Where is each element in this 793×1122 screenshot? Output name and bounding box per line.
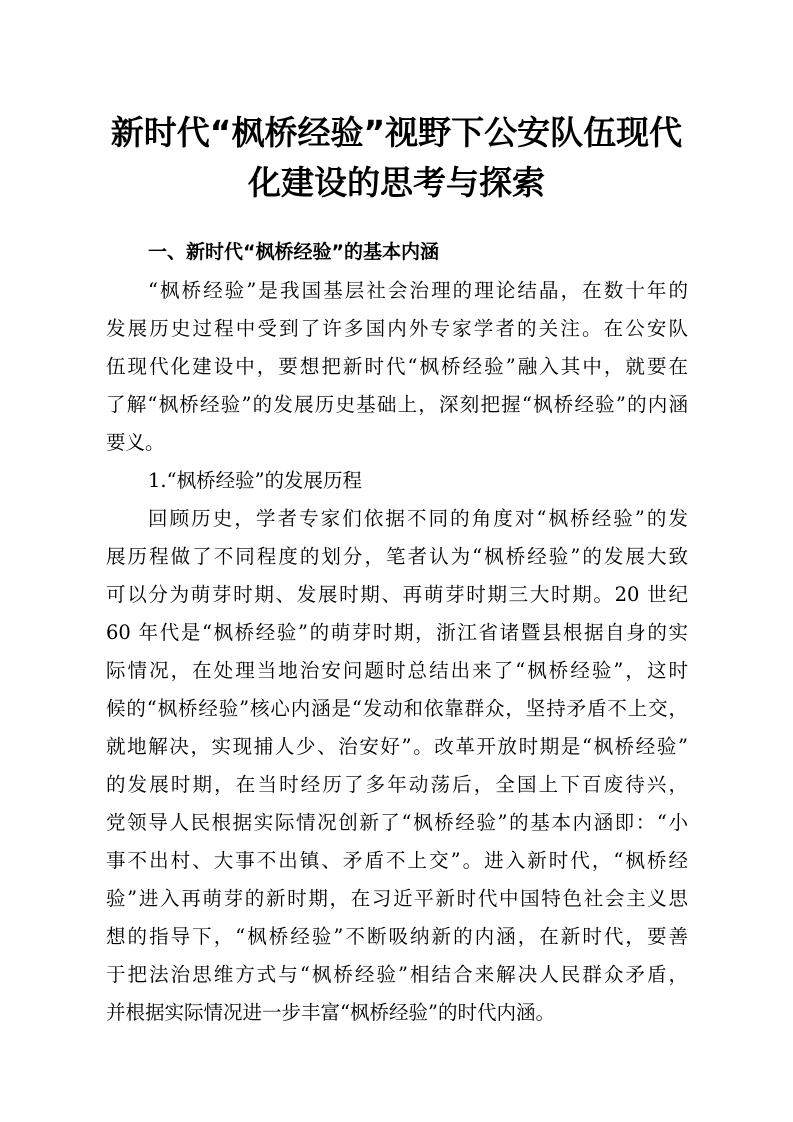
text-line: 60 年代是“枫桥经验”的萌芽时期，浙江省诸暨县根据自身的实 <box>106 621 688 644</box>
title-line: 化建设的思考与探索 <box>248 163 545 202</box>
document-title <box>100 108 693 208</box>
section-heading: 一、新时代“枫桥经验”的基本内涵 <box>148 241 439 263</box>
text-line: 际情况，在处理当地治安问题时总结出来了“枫桥经验”，这时 <box>106 659 688 682</box>
text-line: 并根据实际情况进一步丰富“枫桥经验”的时代内涵。 <box>106 1001 555 1024</box>
text-line: “枫桥经验”是我国基层社会治理的理论结晶，在数十年的 <box>148 279 688 302</box>
text-line: 就地解决，实现捕人少、治安好”。改革开放时期是“枫桥经验” <box>106 735 688 758</box>
text-line: 伍现代化建设中，要想把新时代“枫桥经验”融入其中，就要在 <box>106 355 688 378</box>
text-line: 回顾历史，学者专家们依据不同的角度对“枫桥经验”的发 <box>148 507 688 530</box>
paragraph-1 <box>106 272 688 462</box>
text-line: 要义。 <box>106 431 165 454</box>
paragraph-2 <box>106 500 688 1032</box>
text-line: 发展历史过程中受到了许多国内外专家学者的关注。在公安队 <box>106 317 688 340</box>
subheading: 1.“枫桥经验”的发展历程 <box>148 469 363 492</box>
text-line: 候的“枫桥经验”核心内涵是“发动和依靠群众，坚持矛盾不上交， <box>106 697 688 720</box>
text-line: 党领导人民根据实际情况创新了“枫桥经验”的基本内涵即：“小 <box>106 811 688 834</box>
title-line: 新时代“枫桥经验”视野下公安队伍现代 <box>110 113 683 152</box>
text-line: 想的指导下，“枫桥经验”不断吸纳新的内涵，在新时代，要善 <box>106 925 688 948</box>
text-line: 事不出村、大事不出镇、矛盾不上交”。进入新时代，“枫桥经 <box>106 849 688 872</box>
text-line: 了解“枫桥经验”的发展历史基础上，深刻把握“枫桥经验”的内涵 <box>106 393 688 416</box>
text-line: 的发展时期，在当时经历了多年动荡后，全国上下百废待兴， <box>106 773 688 796</box>
text-line: 展历程做了不同程度的划分，笔者认为“枫桥经验”的发展大致 <box>106 545 688 568</box>
text-line: 可以分为萌芽时期、发展时期、再萌芽时期三大时期。20 世纪 <box>106 583 688 606</box>
text-line: 于把法治思维方式与“枫桥经验”相结合来解决人民群众矛盾， <box>106 963 688 986</box>
text-line: 验”进入再萌芽的新时期，在习近平新时代中国特色社会主义思 <box>106 887 688 910</box>
